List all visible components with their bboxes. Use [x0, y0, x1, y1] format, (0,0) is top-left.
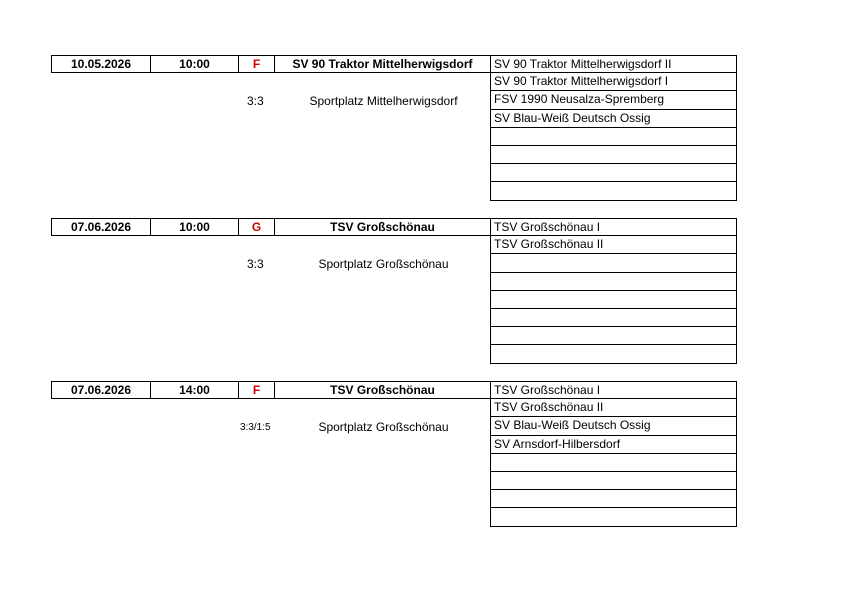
match-venue: Sportplatz Mittelherwigsdorf — [309, 94, 458, 108]
match-date: 07.06.2026 — [51, 381, 151, 399]
match-time: 10:00 — [150, 218, 239, 236]
match-venue: Sportplatz Großschönau — [318, 420, 449, 434]
match-group: F — [238, 55, 275, 73]
team-cell — [490, 254, 737, 272]
match-format: 3:3/1:5 — [240, 422, 271, 433]
team-cell: SV Blau-Weiß Deutsch Ossig — [490, 417, 737, 435]
team-cell — [490, 327, 737, 345]
team-cell — [490, 490, 737, 508]
team-cell — [490, 309, 737, 327]
match-group: G — [238, 218, 275, 236]
team-cell: SV Blau-Weiß Deutsch Ossig — [490, 110, 737, 128]
team-cell: FSV 1990 Neusalza-Spremberg — [490, 91, 737, 109]
team-cell — [490, 128, 737, 146]
team-cell: SV 90 Traktor Mittelherwigsdorf I — [490, 73, 737, 91]
match-host: SV 90 Traktor Mittelherwigsdorf — [274, 55, 491, 73]
match-format: 3:3 — [247, 257, 264, 271]
match-format: 3:3 — [247, 94, 264, 108]
match-date: 10.05.2026 — [51, 55, 151, 73]
match-host: TSV Großschönau — [274, 381, 491, 399]
team-cell: TSV Großschönau I — [490, 218, 737, 236]
team-cell: TSV Großschönau I — [490, 381, 737, 399]
team-cell — [490, 291, 737, 309]
team-cell — [490, 508, 737, 526]
team-cell — [490, 273, 737, 291]
team-cell — [490, 345, 737, 363]
team-cell — [490, 182, 737, 200]
team-cell: TSV Großschönau II — [490, 399, 737, 417]
team-cell — [490, 472, 737, 490]
match-group: F — [238, 381, 275, 399]
team-cell — [490, 454, 737, 472]
match-host: TSV Großschönau — [274, 218, 491, 236]
match-venue: Sportplatz Großschönau — [318, 257, 449, 271]
team-cell — [490, 146, 737, 164]
team-list — [490, 218, 737, 364]
team-list — [490, 381, 737, 527]
team-cell: SV Arnsdorf-Hilbersdorf — [490, 436, 737, 454]
team-cell: SV 90 Traktor Mittelherwigsdorf II — [490, 55, 737, 73]
match-time: 10:00 — [150, 55, 239, 73]
team-cell — [490, 164, 737, 182]
team-list — [490, 55, 737, 201]
team-cell: TSV Großschönau II — [490, 236, 737, 254]
match-date: 07.06.2026 — [51, 218, 151, 236]
match-time: 14:00 — [150, 381, 239, 399]
